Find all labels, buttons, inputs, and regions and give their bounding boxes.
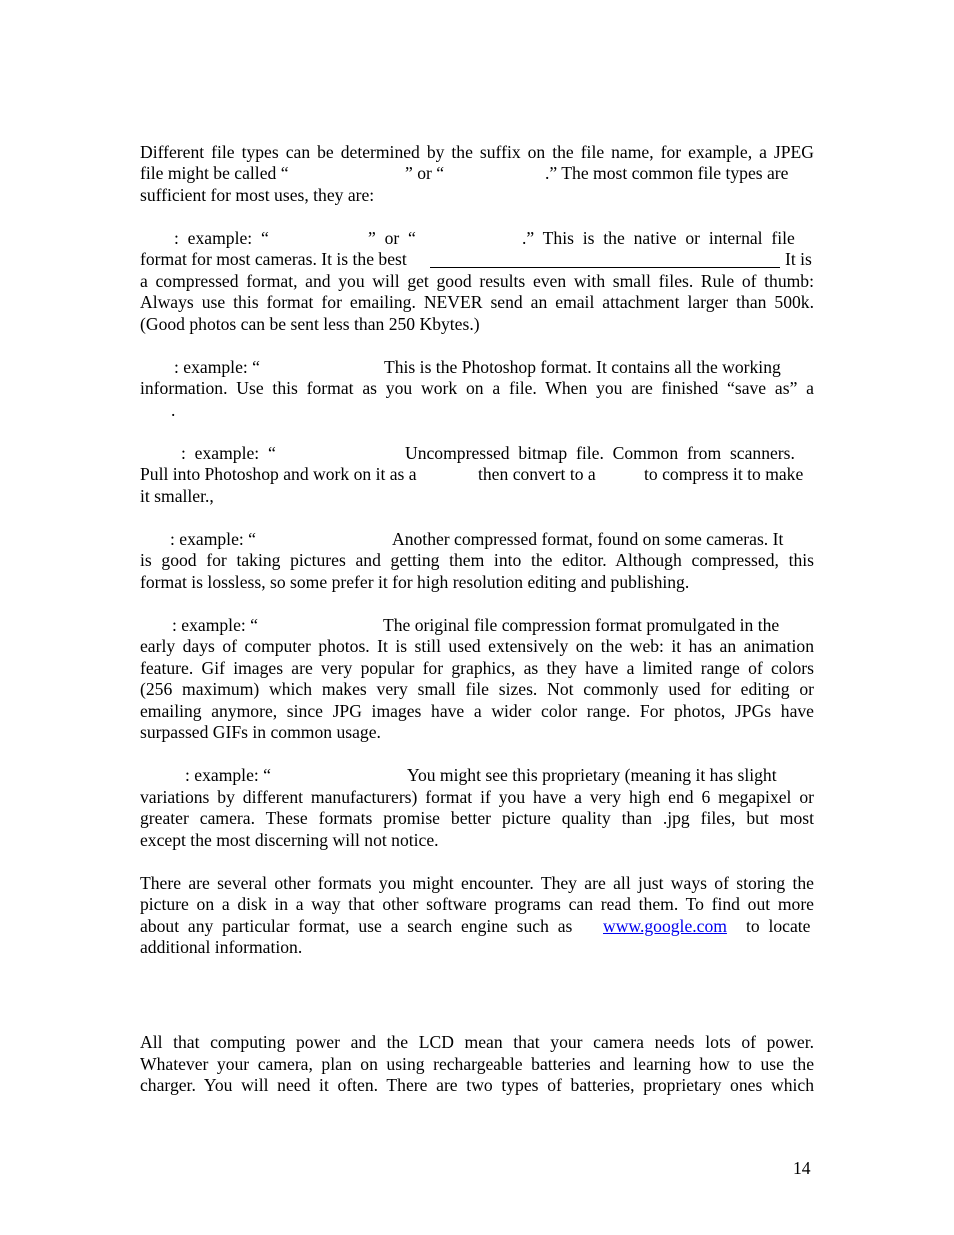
other-line-2: picture on a disk in a way that other software programs can read them. To find out more <box>140 894 814 914</box>
intro-line-2-a: file might be called “ <box>140 163 289 183</box>
google-link-wrap <box>603 916 727 938</box>
other-line-3-a: about any particular format, use a search engine such as <box>140 916 573 936</box>
gif-line-6: surpassed GIFs in common usage. <box>140 722 381 742</box>
bmp-line-1-b: Uncompressed bitmap file. Common from scanners. <box>405 443 795 463</box>
jpg-line-5: (Good photos can be sent less than 250 Kbytes.) <box>140 314 480 334</box>
tif-line-1-b: Another compressed format, found on some cameras. It <box>392 529 784 549</box>
raw-line-4: except the most discerning will not notice. <box>140 830 439 850</box>
psd-line-3: . <box>171 400 176 420</box>
tif-line-1-a: : example: “ <box>170 529 256 549</box>
jpg-line-1-c: .” This is the native or internal file <box>522 228 795 248</box>
intro-line-2-b: ” or “ <box>405 163 445 183</box>
psd-line-1-b: This is the Photoshop format. It contains all the working <box>384 357 781 377</box>
bmp-line-1-a: : example: “ <box>181 443 276 463</box>
raw-line-3: greater camera. These formats promise better picture quality than .jpg files, but most <box>140 808 814 828</box>
psd-line-1-a: : example: “ <box>174 357 260 377</box>
other-line-1: There are several other formats you might encounter. They are all just ways of storing the <box>140 873 814 893</box>
bmp-line-3: it smaller., <box>140 486 214 506</box>
tif-line-3: format is lossless, so some prefer it for high resolution editing and publishing. <box>140 572 690 592</box>
psd-line-2: information. Use this format as you work on a file. When you are finished “save as” a <box>140 378 814 398</box>
raw-line-2: variations by different manufacturers) format if you have a very high end 6 megapixel or <box>140 787 814 807</box>
gif-line-1-a: : example: “ <box>172 615 258 635</box>
blank-underline <box>430 249 780 271</box>
bmp-line-2-a: Pull into Photoshop and work on it as a <box>140 464 417 484</box>
bmp-line-2-c: to compress it to make <box>644 464 804 484</box>
gif-line-5: emailing anymore, since JPG images have a wider color range. For photos, JPGs have <box>140 701 814 721</box>
raw-line-1-a: : example: “ <box>185 765 271 785</box>
intro-line-3: sufficient for most uses, they are: <box>140 185 375 205</box>
other-line-4: additional information. <box>140 937 303 957</box>
power-line-2: Whatever your camera, plan on using rechargeable batteries and learning how to use the <box>140 1054 814 1074</box>
gif-line-3: feature. Gif images are very popular for graphics, as they have a limited range of colors <box>140 658 814 678</box>
jpg-line-3: a compressed format, and you will get good results even with small files. Rule of thumb: <box>140 271 814 291</box>
page-number: 14 <box>793 1158 811 1178</box>
raw-line-1-b: You might see this proprietary (meaning it has slight <box>407 765 777 785</box>
intro-line-1: Different file types can be determined by the suffix on the file name, for example, a JPEG <box>140 142 814 162</box>
gif-line-2: early days of computer photos. It is still used extensively on the web: it has an animation <box>140 636 814 656</box>
jpg-line-1-a: : example: “ <box>174 228 269 248</box>
jpg-line-2-b: It is <box>785 249 812 269</box>
tif-line-2: is good for taking pictures and getting them into the editor. Although compressed, this <box>140 550 814 570</box>
gif-line-4: (256 maximum) which makes very small file sizes. Not commonly used for editing or <box>140 679 814 699</box>
power-line-1: All that computing power and the LCD mean that your camera needs lots of power. <box>140 1032 814 1052</box>
jpg-line-1-b: ” or “ <box>368 228 416 248</box>
power-line-3: charger. You will need it often. There are two types of batteries, proprietary ones which <box>140 1075 814 1095</box>
intro-line-2-c: .” The most common file types are <box>545 163 789 183</box>
bmp-line-2-b: then convert to a <box>478 464 596 484</box>
jpg-line-4: Always use this format for emailing. NEVER send an email attachment larger than 500k. <box>140 292 814 312</box>
other-line-3-b: to locate <box>746 916 811 936</box>
jpg-line-2-a: format for most cameras. It is the best <box>140 249 407 269</box>
google-link[interactable]: www.google.com <box>603 916 727 936</box>
gif-line-1-b: The original file compression format promulgated in the <box>383 615 780 635</box>
